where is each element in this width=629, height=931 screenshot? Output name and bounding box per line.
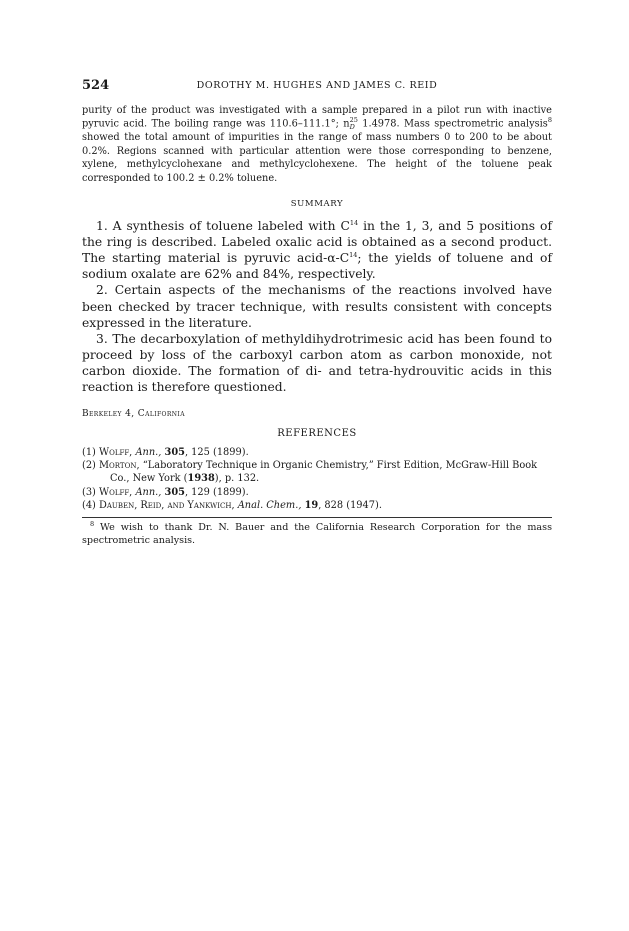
summary-heading: SUMMARY xyxy=(290,199,344,210)
reference-author: Wolff, xyxy=(99,486,133,498)
reference-number: (2) xyxy=(82,460,96,472)
summary-section xyxy=(82,218,552,395)
refractive-index-scripts xyxy=(350,117,358,131)
intro-line-2: pyruvic acid. The boiling range was 110.6–111.1°; n xyxy=(82,118,350,130)
summary-item-1 xyxy=(82,218,552,282)
reference-item xyxy=(82,486,552,499)
reference-number: (3) xyxy=(82,486,96,498)
reference-volume: 19 xyxy=(304,499,319,511)
reference-item xyxy=(82,446,552,459)
reference-journal: Ann., xyxy=(135,486,162,498)
reference-rest: ), p. 132. xyxy=(214,473,260,485)
reference-volume: 305 xyxy=(164,486,185,498)
footnote-reference-8[interactable]: 8 xyxy=(547,116,552,125)
reference-journal: Ann., xyxy=(135,447,162,459)
summary-item-1-c: ; the yields of toluene and of sodium oxalate are 62% and 84%, respectively. xyxy=(82,251,552,282)
reference-author: Wolff, xyxy=(99,447,133,459)
reference-author: Morton, xyxy=(99,460,140,472)
reference-volume: 305 xyxy=(164,447,185,459)
intro-paragraph xyxy=(82,104,552,185)
summary-item-1-b: in the 1, 3, and 5 positions of the ring is described. Labeled oxalic acid is obtained as a second product. The starting material is pyruvic acid-α-C xyxy=(82,219,553,266)
reference-rest: , 828 (1947). xyxy=(318,499,382,511)
intro-line-1: purity of the product was investigated with a sample prepared in a pilot run with inactive xyxy=(82,105,552,116)
references-list xyxy=(82,446,552,512)
reference-item xyxy=(82,499,552,512)
summary-item-1-a: 1. A synthesis of toluene labeled with C xyxy=(96,219,350,234)
journal-page xyxy=(82,78,552,547)
footnote-divider xyxy=(82,517,552,518)
footnote-mark: 8 xyxy=(90,519,95,528)
intro-line-2-rest: 1.4978. Mass spectrometric analysis xyxy=(357,118,548,130)
reference-text: “Laboratory Technique in Organic Chemistry,” First Edition, McGraw-Hill Book Co., New York ( xyxy=(110,460,538,485)
refractive-index-super: 25 xyxy=(349,116,358,125)
references-heading: REFERENCES xyxy=(277,428,357,440)
isotope-superscript-2: 14 xyxy=(349,251,358,260)
reference-rest: , 125 (1899). xyxy=(184,447,249,459)
reference-rest: , 129 (1899). xyxy=(184,486,249,498)
reference-author: Dauben, Reid, and Yankwich, xyxy=(99,499,235,511)
reference-item xyxy=(82,459,552,485)
location-line xyxy=(82,409,552,419)
reference-number: (1) xyxy=(82,447,96,459)
footnote xyxy=(82,521,552,547)
running-head: DOROTHY M. HUGHES AND JAMES C. REID xyxy=(196,80,438,91)
summary-item-3: 3. The decarboxylation of methyldihydrotrimesic acid has been found to proceed by loss of the carboxyl carbon atom as carbon monoxide, not carbon dioxide. The formation of di- and tetra-hydrouvitic acids in this reaction is therefore questioned. xyxy=(82,331,552,394)
summary-item-2: 2. Certain aspects of the mechanisms of the reactions involved have been checked by tracer technique, with results consistent with concepts expressed in the literature. xyxy=(82,283,552,330)
page-header xyxy=(82,78,552,98)
location-text: Berkeley 4, California xyxy=(82,409,185,420)
reference-year: 1938 xyxy=(187,473,215,485)
intro-line-3: showed the total amount of impurities in the range of mass numbers 0 to 200 to be about 0.2%. Regions scanned with particular attention were those corresponding to benzene, xylene, methylcyclohexane and methylcyclohexene. The height of the toluene peak corresponded to 100.2 ± 0.2% toluene. xyxy=(82,132,552,184)
refractive-index-sub: D xyxy=(349,123,355,132)
reference-journal: Anal. Chem., xyxy=(237,499,302,511)
reference-number: (4) xyxy=(82,499,96,511)
footnote-text: We wish to thank Dr. N. Bauer and the California Research Corporation for the mass spectrometric analysis. xyxy=(82,522,552,547)
isotope-superscript-1: 14 xyxy=(349,218,359,227)
page-number: 524 xyxy=(82,78,110,93)
